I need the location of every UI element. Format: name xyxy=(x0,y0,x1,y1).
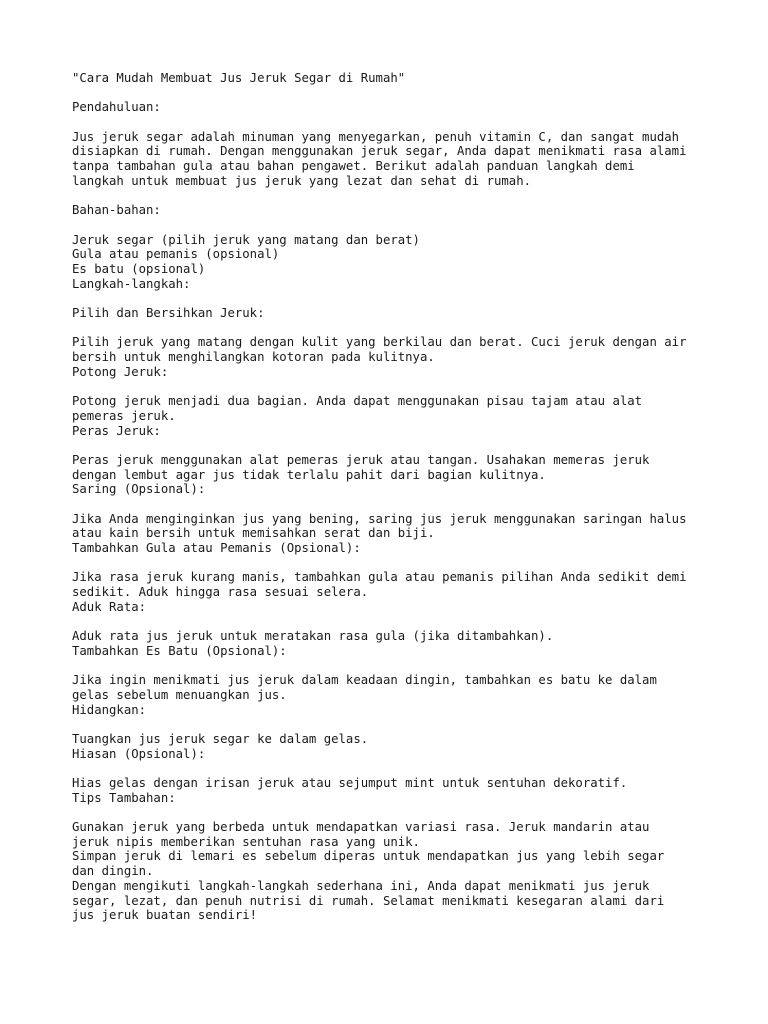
blank-line xyxy=(72,218,712,233)
blank-line xyxy=(72,761,712,776)
blank-line xyxy=(72,717,712,732)
intro-line: Jus jeruk segar adalah minuman yang menyegarkan, penuh vitamin C, dan sangat mudah xyxy=(72,129,680,144)
tips-line: Simpan jeruk di lemari es sebelum diperas untuk mendapatkan jus yang lebih segar xyxy=(72,849,665,864)
blank-line xyxy=(72,805,712,820)
step-heading: Aduk Rata: xyxy=(72,599,147,614)
step-heading: Tambahkan Es Batu (Opsional): xyxy=(72,643,287,658)
step-line: sedikit. Aduk hingga rasa sesuai selera. xyxy=(72,585,369,600)
tips-line: jeruk nipis memberikan sentuhan rasa yang unik. xyxy=(72,834,420,849)
blank-line xyxy=(72,189,712,204)
blank-line xyxy=(72,321,712,336)
step-heading: Tambahkan Gula atau Pemanis (Opsional): xyxy=(72,541,361,555)
step-heading: Peras Jeruk: xyxy=(72,423,161,438)
blank-line xyxy=(72,497,712,512)
step-line: Potong jeruk menjadi dua bagian. Anda dapat menggunakan pisau tajam atau alat xyxy=(72,394,643,409)
step-line: Peras jeruk menggunakan alat pemeras jeruk atau tangan. Usahakan memeras jeruk xyxy=(72,452,650,467)
tips-line: jus jeruk buatan sendiri! xyxy=(72,908,258,923)
tips-line: Dengan mengikuti langkah-langkah sederhana ini, Anda dapat menikmati jus jeruk xyxy=(72,878,650,893)
tips-heading: Tips Tambahan: xyxy=(72,790,176,805)
ingredient-item: Gula atau pemanis (opsional) xyxy=(72,247,280,262)
blank-line xyxy=(72,291,712,306)
ingredient-item: Jeruk segar (pilih jeruk yang matang dan berat) xyxy=(72,232,420,247)
document-page xyxy=(72,71,712,923)
blank-line xyxy=(72,556,712,571)
intro-line: tanpa tambahan gula atau bahan pengawet. Berikut adalah panduan langkah demi xyxy=(72,159,635,174)
blank-line xyxy=(72,659,712,674)
blank-line xyxy=(72,614,712,629)
ingredients-heading: Bahan-bahan: xyxy=(72,203,161,218)
blank-line xyxy=(72,379,712,394)
ingredient-item: Es batu (opsional) xyxy=(72,261,206,276)
blank-line xyxy=(72,438,712,453)
intro-line: langkah untuk membuat jus jeruk yang lezat dan sehat di rumah. xyxy=(72,173,532,188)
tips-line: dan dingin. xyxy=(72,864,154,879)
blank-line xyxy=(72,86,712,101)
step-line: Hias gelas dengan irisan jeruk atau sejumput mint untuk sentuhan dekoratif. xyxy=(72,776,628,790)
document-title: "Cara Mudah Membuat Jus Jeruk Segar di Rumah" xyxy=(72,71,406,85)
intro-heading: Pendahuluan: xyxy=(72,100,161,115)
intro-line: disiapkan di rumah. Dengan menggunakan jeruk segar, Anda dapat menikmati rasa alami xyxy=(72,144,687,159)
step-line: pemeras jeruk. xyxy=(72,408,176,423)
step-heading: Saring (Opsional): xyxy=(72,482,206,497)
blank-line xyxy=(72,115,712,130)
tips-line: segar, lezat, dan penuh nutrisi di rumah. Selamat menikmati kesegaran alami dari xyxy=(72,893,665,908)
step-line: gelas sebelum menuangkan jus. xyxy=(72,687,287,702)
step-line: Jika ingin menikmati jus jeruk dalam keadaan dingin, tambahkan es batu ke dalam xyxy=(72,673,657,688)
step-line: Jika Anda menginginkan jus yang bening, saring jus jeruk menggunakan saringan halus xyxy=(72,511,687,526)
step-heading: Hidangkan: xyxy=(72,702,147,717)
step-line: Jika rasa jeruk kurang manis, tambahkan gula atau pemanis pilihan Anda sedikit demi xyxy=(72,570,687,585)
step-line: dengan lembut agar jus tidak terlalu pahit dari bagian kulitnya. xyxy=(72,467,546,482)
step-line: bersih untuk menghilangkan kotoran pada kulitnya. xyxy=(72,350,435,365)
step-line: atau kain bersih untuk memisahkan serat dan biji. xyxy=(72,526,435,541)
step-line: Aduk rata jus jeruk untuk meratakan rasa gula (jika ditambahkan). xyxy=(72,629,554,644)
step-heading: Pilih dan Bersihkan Jeruk: xyxy=(72,306,265,320)
steps-heading: Langkah-langkah: xyxy=(72,276,191,291)
step-line: Pilih jeruk yang matang dengan kulit yang berkilau dan berat. Cuci jeruk dengan air xyxy=(72,335,687,350)
step-heading: Hiasan (Opsional): xyxy=(72,746,206,761)
tips-line: Gunakan jeruk yang berbeda untuk mendapatkan variasi rasa. Jeruk mandarin atau xyxy=(72,820,650,835)
step-line: Tuangkan jus jeruk segar ke dalam gelas. xyxy=(72,731,369,746)
step-heading: Potong Jeruk: xyxy=(72,364,169,379)
